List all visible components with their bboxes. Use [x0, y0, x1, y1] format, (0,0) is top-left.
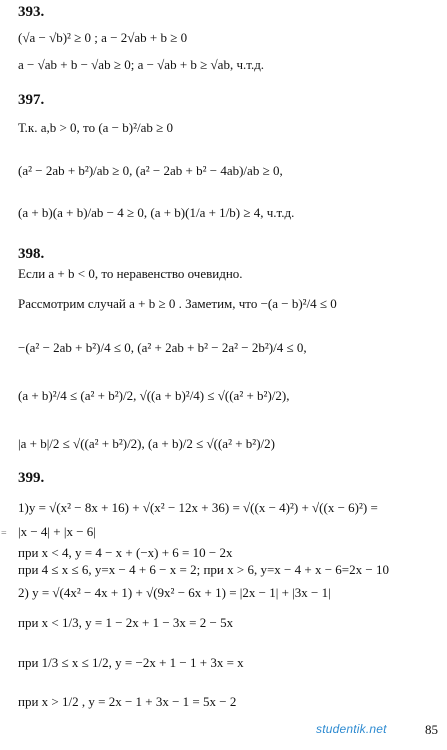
problem-398-line-4: (a + b)²/4 ≤ (a² + b²)/2, √((a + b)²/4) ≤ √((a² + b²)/2),	[18, 388, 290, 403]
problem-393-number: 393.	[18, 4, 45, 20]
problem-398-number: 398.	[18, 246, 45, 262]
problem-398-line-3: −(a² − 2ab + b²)/4 ≤ 0, (a² + 2ab + b² − 2a² − 2b²)/4 ≤ 0,	[18, 340, 307, 355]
problem-393-line-2: a − √ab + b − √ab ≥ 0; a − √ab + b ≥ √ab, ч.т.д.	[18, 57, 265, 72]
problem-399-line-6: при x < 1/3, y = 1 − 2x + 1 − 3x = 2 − 5x	[18, 615, 234, 630]
problem-397-line-2: (a² − 2ab + b²)/ab ≥ 0, (a² − 2ab + b² − 4ab)/ab ≥ 0,	[18, 163, 283, 178]
problem-399-line-3: при x < 4, y = 4 − x + (−x) + 6 = 10 − 2x	[18, 545, 233, 560]
problem-398-line-5: |a + b|/2 ≤ √((a² + b²)/2), (a + b)/2 ≤ √((a² + b²)/2)	[18, 436, 275, 451]
edge-mark: =	[1, 528, 7, 539]
problem-399-line-7: при 1/3 ≤ x ≤ 1/2, y = −2x + 1 − 1 + 3x = x	[18, 655, 244, 670]
problem-399-line-1: 1)y = √(x² − 8x + 16) + √(x² − 12x + 36) = √((x − 4)²) + √((x − 6)²) =	[18, 500, 378, 515]
problem-398-line-2: Рассмотрим случай a + b ≥ 0 . Заметим, что −(a − b)²/4 ≤ 0	[18, 296, 337, 311]
problem-399-number: 399.	[18, 470, 45, 486]
problem-399-line-5: 2) y = √(4x² − 4x + 1) + √(9x² − 6x + 1) = |2x − 1| + |3x − 1|	[18, 585, 331, 600]
problem-399-line-4: при 4 ≤ x ≤ 6, y=x − 4 + 6 − x = 2; при x > 6, y=x − 4 + x − 6=2x − 10	[18, 562, 389, 577]
problem-398-line-1: Если a + b < 0, то неравенство очевидно.	[18, 266, 243, 281]
page-number: 85	[425, 722, 438, 737]
problem-397-number: 397.	[18, 92, 45, 108]
problem-399-line-2: |x − 4| + |x − 6|	[18, 524, 96, 539]
problem-393-line-1: (√a − √b)² ≥ 0 ; a − 2√ab + b ≥ 0	[18, 30, 188, 45]
problem-399-line-8: при x > 1/2 , y = 2x − 1 + 3x − 1 = 5x − 2	[18, 694, 237, 709]
watermark: studentik.net	[316, 722, 387, 736]
problem-397-line-1: Т.к. a,b > 0, то (a − b)²/ab ≥ 0	[18, 120, 173, 135]
problem-397-line-3: (a + b)(a + b)/ab − 4 ≥ 0, (a + b)(1/a + 1/b) ≥ 4, ч.т.д.	[18, 205, 295, 220]
